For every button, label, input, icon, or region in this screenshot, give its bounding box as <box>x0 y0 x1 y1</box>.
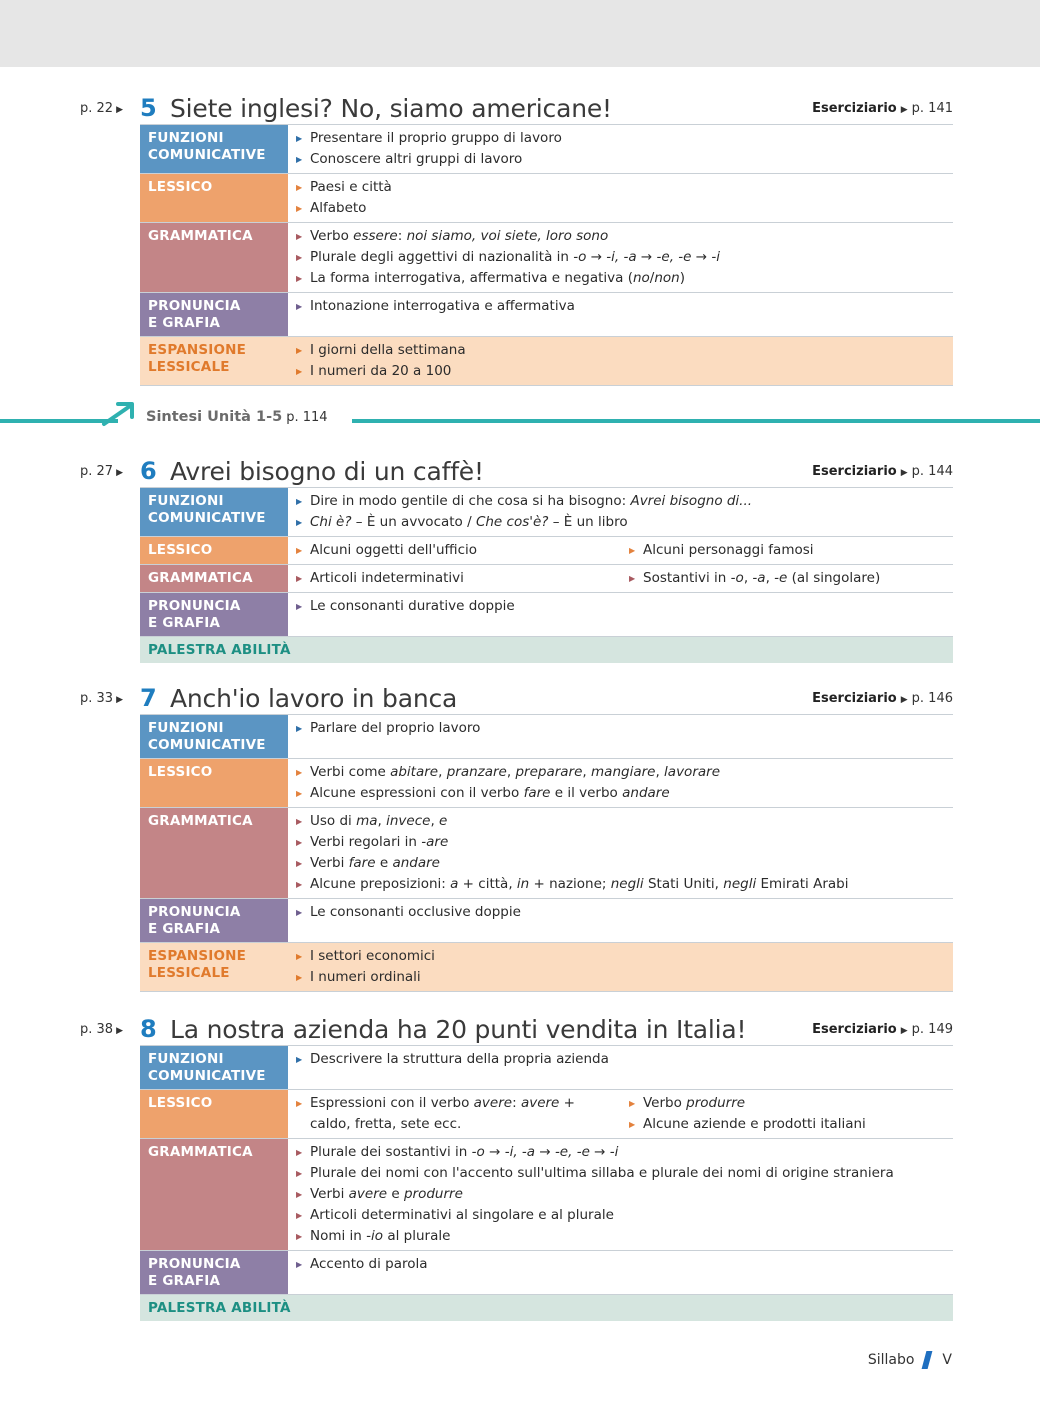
list-item <box>296 902 953 923</box>
bullet-triangle-icon: ▶ <box>296 574 303 583</box>
list-item-text: Plurale dei nomi con l'accento sull'ultima sillaba e plurale dei nomi di origine straniera <box>310 1165 894 1181</box>
row-columns <box>296 540 953 561</box>
syllabus-row-fun <box>140 1045 953 1090</box>
list-item <box>296 512 953 533</box>
syllabus-row-pro <box>140 899 953 943</box>
footer-page-number: V <box>942 1352 952 1368</box>
bullet-triangle-icon: ▶ <box>296 1099 303 1108</box>
list-item-text: Alcuni oggetti dell'ufficio <box>310 542 478 558</box>
list-item <box>296 783 953 804</box>
list-item <box>296 1142 953 1163</box>
caret-right-icon: ▶ <box>900 1026 908 1036</box>
bullet-triangle-icon: ▶ <box>296 952 303 961</box>
unit-page-ref[interactable] <box>80 1022 123 1037</box>
row-label-line2: E GRAFIA <box>148 1273 221 1289</box>
bullet-triangle-icon: ▶ <box>296 602 303 611</box>
row-content <box>288 1046 953 1089</box>
row-label <box>140 715 288 758</box>
syllabus-row-les <box>140 1090 953 1139</box>
list-item <box>296 268 953 289</box>
bullet-triangle-icon: ▶ <box>629 1099 636 1108</box>
list-item-text: Alcune espressioni con il verbo fare e il verbo andare <box>310 785 670 801</box>
row-content <box>288 337 953 385</box>
bullet-triangle-icon: ▶ <box>296 302 303 311</box>
row-content <box>288 899 953 942</box>
row-label-line1: FUNZIONI <box>148 493 224 509</box>
row-label <box>140 943 288 991</box>
unit-page-ref-text: p. 38 <box>80 1022 114 1037</box>
bullet-triangle-icon: ▶ <box>296 546 303 555</box>
row-content <box>288 943 953 991</box>
list-item <box>629 1114 953 1135</box>
syllabus-table <box>140 487 953 663</box>
list-item-text: I giorni della settimana <box>310 342 466 358</box>
list-item <box>296 811 953 832</box>
syllabus-row-pal <box>140 1295 953 1321</box>
list-item <box>296 718 953 739</box>
row-label-line1: GRAMMATICA <box>148 1144 253 1160</box>
row-label <box>140 899 288 942</box>
row-content <box>288 715 953 758</box>
row-content <box>288 1251 953 1294</box>
row-label <box>140 1046 288 1089</box>
bullet-triangle-icon: ▶ <box>296 204 303 213</box>
bullet-triangle-icon: ▶ <box>629 574 636 583</box>
bullet-triangle-icon: ▶ <box>296 134 303 143</box>
list-item <box>296 1049 953 1070</box>
unit-6-section <box>80 451 955 663</box>
caret-right-icon: ▶ <box>900 105 908 115</box>
row-label-line1: ESPANSIONE <box>148 948 247 964</box>
unit-header <box>80 1009 955 1045</box>
row-label <box>140 1090 288 1138</box>
bullet-triangle-icon: ▶ <box>296 724 303 733</box>
list-item-text: Chi è? – È un avvocato / Che cos'è? – È un libro <box>310 514 628 530</box>
list-item <box>296 832 953 853</box>
unit-number: 7 <box>140 684 157 712</box>
list-item <box>296 128 953 149</box>
row-columns <box>296 568 953 589</box>
bullet-triangle-icon: ▶ <box>296 1211 303 1220</box>
syllabus-table <box>140 714 953 992</box>
row-label <box>140 565 288 592</box>
row-content <box>288 593 953 636</box>
row-label-line1: PRONUNCIA <box>148 1256 241 1272</box>
eserciziario-label: Eserciziario <box>812 691 897 706</box>
list-item-text: Conoscere altri gruppi di lavoro <box>310 151 523 167</box>
row-label-line1: GRAMMATICA <box>148 570 253 586</box>
syllabus-table <box>140 1045 953 1321</box>
list-item-text: I settori economici <box>310 948 435 964</box>
unit-page-ref[interactable] <box>80 691 123 706</box>
row-label-line2: COMUNICATIVE <box>148 1068 266 1084</box>
list-item-text: Alfabeto <box>310 200 367 216</box>
list-item-text: Le consonanti durative doppie <box>310 598 515 614</box>
bullet-triangle-icon: ▶ <box>629 546 636 555</box>
row-column <box>296 540 629 561</box>
bullet-triangle-icon: ▶ <box>296 183 303 192</box>
list-item-text: Presentare il proprio gruppo di lavoro <box>310 130 562 146</box>
list-item <box>296 1184 953 1205</box>
row-columns <box>296 1093 953 1135</box>
row-label-line1: LESSICO <box>148 179 213 195</box>
caret-right-icon: ▶ <box>116 105 123 115</box>
bullet-triangle-icon: ▶ <box>296 232 303 241</box>
syllabus-row-gra <box>140 808 953 899</box>
unit-number: 8 <box>140 1015 157 1043</box>
row-label-line1: PRONUNCIA <box>148 598 241 614</box>
row-content <box>288 293 953 336</box>
syllabus-row-esp <box>140 943 953 992</box>
eserciziario-link[interactable] <box>812 1022 953 1037</box>
eserciziario-page: p. 149 <box>911 1022 953 1037</box>
list-item-text: Parlare del proprio lavoro <box>310 720 481 736</box>
bullet-triangle-icon: ▶ <box>296 1190 303 1199</box>
list-item <box>296 1093 629 1135</box>
syllabus-row-fun <box>140 487 953 537</box>
list-item <box>296 1163 953 1184</box>
sintesi-divider <box>0 400 1040 440</box>
list-item <box>296 1226 953 1247</box>
bullet-triangle-icon: ▶ <box>296 838 303 847</box>
caret-right-icon: ▶ <box>900 695 908 705</box>
list-item-text: Espressioni con il verbo avere: avere + caldo, fretta, sete ecc. <box>310 1095 575 1132</box>
eserciziario-link[interactable] <box>812 101 953 116</box>
unit-8-section <box>80 1009 955 1321</box>
list-item <box>296 491 953 512</box>
row-column <box>296 568 629 589</box>
syllabus-row-pro <box>140 1251 953 1295</box>
row-content <box>288 1090 953 1138</box>
list-item-text: I numeri ordinali <box>310 969 421 985</box>
unit-number: 5 <box>140 94 157 122</box>
footer-label: Sillabo <box>867 1352 915 1368</box>
list-item <box>629 568 953 589</box>
syllabus-row-pal <box>140 637 953 663</box>
unit-number: 6 <box>140 457 157 485</box>
top-gray-band <box>0 0 1040 67</box>
syllabus-row-gra <box>140 565 953 593</box>
sintesi-label: Sintesi Unità 1-5 <box>146 409 283 425</box>
syllabus-row-pro <box>140 593 953 637</box>
row-label-line2: COMUNICATIVE <box>148 147 266 163</box>
list-item-text: Intonazione interrogativa e affermativa <box>310 298 575 314</box>
row-label <box>140 223 288 292</box>
sintesi-page: p. 114 <box>286 410 328 425</box>
bullet-triangle-icon: ▶ <box>296 367 303 376</box>
list-item-text: Verbi come abitare, pranzare, preparare, mangiare, lavorare <box>310 764 720 780</box>
list-item <box>296 296 953 317</box>
bullet-triangle-icon: ▶ <box>629 1120 636 1129</box>
list-item <box>296 946 953 967</box>
caret-right-icon: ▶ <box>116 468 123 478</box>
bullet-triangle-icon: ▶ <box>296 880 303 889</box>
list-item <box>296 568 629 589</box>
bullet-triangle-icon: ▶ <box>296 768 303 777</box>
syllabus-row-les <box>140 537 953 565</box>
list-item <box>296 247 953 268</box>
list-item <box>296 853 953 874</box>
list-item-text: Plurale degli aggettivi di nazionalità in -o → -i, -a → -e, -e → -i <box>310 249 720 265</box>
list-item <box>296 149 953 170</box>
syllabus-row-gra <box>140 1139 953 1251</box>
eserciziario-link[interactable] <box>812 464 953 479</box>
unit-page-ref[interactable] <box>80 464 123 479</box>
row-label <box>140 593 288 636</box>
sintesi-link[interactable] <box>146 409 328 425</box>
eserciziario-label: Eserciziario <box>812 101 897 116</box>
row-label-line1: GRAMMATICA <box>148 813 253 829</box>
list-item-text: Uso di ma, invece, e <box>310 813 448 829</box>
row-label-line1: LESSICO <box>148 1095 213 1111</box>
syllabus-row-fun <box>140 124 953 174</box>
eserciziario-page: p. 141 <box>911 101 953 116</box>
eserciziario-label: Eserciziario <box>812 464 897 479</box>
row-label <box>140 125 288 173</box>
row-label-line2: LESSICALE <box>148 965 230 981</box>
list-item <box>296 361 953 382</box>
row-label-line2: COMUNICATIVE <box>148 510 266 526</box>
row-label <box>140 1251 288 1294</box>
row-label-line1: FUNZIONI <box>148 1051 224 1067</box>
unit-title: Anch'io lavoro in banca <box>170 684 458 713</box>
eserciziario-page: p. 144 <box>911 464 953 479</box>
bullet-triangle-icon: ▶ <box>296 1169 303 1178</box>
list-item-text: Le consonanti occlusive doppie <box>310 904 521 920</box>
bullet-triangle-icon: ▶ <box>296 973 303 982</box>
list-item <box>296 1205 953 1226</box>
row-label-line1: FUNZIONI <box>148 130 224 146</box>
list-item <box>296 226 953 247</box>
list-item-text: Dire in modo gentile di che cosa si ha bisogno: Avrei bisogno di... <box>310 493 753 509</box>
row-label-line1: PALESTRA ABILITÀ <box>148 1300 291 1316</box>
unit-title: Avrei bisogno di un caffè! <box>170 457 484 486</box>
eserciziario-link[interactable] <box>812 691 953 706</box>
syllabus-row-gra <box>140 223 953 293</box>
caret-right-icon: ▶ <box>116 1026 123 1036</box>
bullet-triangle-icon: ▶ <box>296 155 303 164</box>
list-item-text: Verbi fare e andare <box>310 855 440 871</box>
bullet-triangle-icon: ▶ <box>296 253 303 262</box>
list-item-text: Plurale dei sostantivi in -o → -i, -a → -e, -e → -i <box>310 1144 619 1160</box>
bullet-triangle-icon: ▶ <box>296 1055 303 1064</box>
list-item <box>296 596 953 617</box>
list-item-text: Alcuni personaggi famosi <box>643 542 814 558</box>
list-item <box>296 198 953 219</box>
row-label <box>140 637 440 663</box>
list-item <box>296 340 953 361</box>
row-content <box>288 808 953 898</box>
row-label-line2: E GRAFIA <box>148 921 221 937</box>
unit-title: Siete inglesi? No, siamo americane! <box>170 94 612 123</box>
bullet-triangle-icon: ▶ <box>296 346 303 355</box>
row-content <box>288 174 953 222</box>
unit-title: La nostra azienda ha 20 punti vendita in Italia! <box>170 1015 747 1044</box>
row-column <box>296 1093 629 1135</box>
syllabus-row-pro <box>140 293 953 337</box>
syllabus-table <box>140 124 953 386</box>
sintesi-line-right <box>352 419 1040 423</box>
list-item-text: Verbo produrre <box>643 1095 746 1111</box>
syllabus-row-les <box>140 759 953 808</box>
list-item-text: Alcune preposizioni: a + città, in + nazione; negli Stati Uniti, negli Emirati Arabi <box>310 876 849 892</box>
row-label <box>140 537 288 564</box>
row-label <box>140 174 288 222</box>
bullet-triangle-icon: ▶ <box>296 789 303 798</box>
row-content <box>288 565 953 592</box>
caret-right-icon: ▶ <box>116 695 123 705</box>
row-label-line2: COMUNICATIVE <box>148 737 266 753</box>
row-label-line1: ESPANSIONE <box>148 342 247 358</box>
list-item <box>296 967 953 988</box>
list-item <box>629 1093 953 1114</box>
row-label-line1: FUNZIONI <box>148 720 224 736</box>
unit-5-section <box>80 88 955 386</box>
list-item <box>296 540 629 561</box>
unit-header <box>80 88 955 124</box>
row-label-line1: PALESTRA ABILITÀ <box>148 642 291 658</box>
row-column <box>629 568 953 589</box>
list-item <box>296 177 953 198</box>
list-item-text: Accento di parola <box>310 1256 428 1272</box>
bullet-triangle-icon: ▶ <box>296 908 303 917</box>
row-column <box>629 1093 953 1135</box>
row-label-line1: PRONUNCIA <box>148 904 241 920</box>
row-label-line1: LESSICO <box>148 542 213 558</box>
list-item-text: Nomi in -io al plurale <box>310 1228 451 1244</box>
row-content <box>288 537 953 564</box>
row-label-line1: GRAMMATICA <box>148 228 253 244</box>
unit-page-ref-text: p. 33 <box>80 691 114 706</box>
row-label <box>140 1139 288 1250</box>
row-label <box>140 488 288 536</box>
eserciziario-page: p. 146 <box>911 691 953 706</box>
syllabus-row-fun <box>140 714 953 759</box>
row-content <box>288 1139 953 1250</box>
row-label-line2: LESSICALE <box>148 359 230 375</box>
row-content <box>288 488 953 536</box>
bullet-triangle-icon: ▶ <box>296 1148 303 1157</box>
row-label <box>140 1295 440 1321</box>
bullet-triangle-icon: ▶ <box>296 518 303 527</box>
unit-page-ref-text: p. 22 <box>80 101 114 116</box>
bullet-triangle-icon: ▶ <box>296 497 303 506</box>
row-label <box>140 293 288 336</box>
bullet-triangle-icon: ▶ <box>296 1260 303 1269</box>
row-label <box>140 808 288 898</box>
syllabus-row-les <box>140 174 953 223</box>
list-item-text: Sostantivi in -o, -a, -e (al singolare) <box>643 570 881 586</box>
list-item-text: Articoli indeterminativi <box>310 570 464 586</box>
bullet-triangle-icon: ▶ <box>296 859 303 868</box>
list-item <box>296 1254 953 1275</box>
row-content <box>288 125 953 173</box>
list-item <box>296 874 953 895</box>
row-label-line2: E GRAFIA <box>148 315 221 331</box>
row-label-line2: E GRAFIA <box>148 615 221 631</box>
list-item-text: I numeri da 20 a 100 <box>310 363 452 379</box>
row-label <box>140 337 288 385</box>
row-label <box>140 759 288 807</box>
bullet-triangle-icon: ▶ <box>296 817 303 826</box>
page-footer <box>868 1351 952 1369</box>
row-content <box>288 759 953 807</box>
row-label-line1: PRONUNCIA <box>148 298 241 314</box>
list-item-text: Alcune aziende e prodotti italiani <box>643 1116 866 1132</box>
bullet-triangle-icon: ▶ <box>296 274 303 283</box>
bullet-triangle-icon: ▶ <box>296 1232 303 1241</box>
eserciziario-label: Eserciziario <box>812 1022 897 1037</box>
unit-header <box>80 451 955 487</box>
unit-7-section <box>80 678 955 992</box>
arrow-up-right-icon <box>100 400 140 430</box>
unit-page-ref-text: p. 27 <box>80 464 114 479</box>
row-label-line1: LESSICO <box>148 764 213 780</box>
list-item-text: Descrivere la struttura della propria azienda <box>310 1051 609 1067</box>
unit-header <box>80 678 955 714</box>
list-item-text: Verbo essere: noi siamo, voi siete, loro sono <box>310 228 609 244</box>
row-column <box>629 540 953 561</box>
syllabus-row-esp <box>140 337 953 386</box>
caret-right-icon: ▶ <box>900 468 908 478</box>
list-item <box>296 762 953 783</box>
list-item-text: Paesi e città <box>310 179 392 195</box>
unit-page-ref[interactable] <box>80 101 123 116</box>
list-item-text: Verbi avere e produrre <box>310 1186 463 1202</box>
list-item-text: Articoli determinativi al singolare e al plurale <box>310 1207 614 1223</box>
list-item-text: Verbi regolari in -are <box>310 834 449 850</box>
list-item <box>629 540 953 561</box>
list-item-text: La forma interrogativa, affermativa e negativa (no/non) <box>310 270 686 286</box>
row-content <box>288 223 953 292</box>
footer-slash-mark <box>922 1351 933 1369</box>
